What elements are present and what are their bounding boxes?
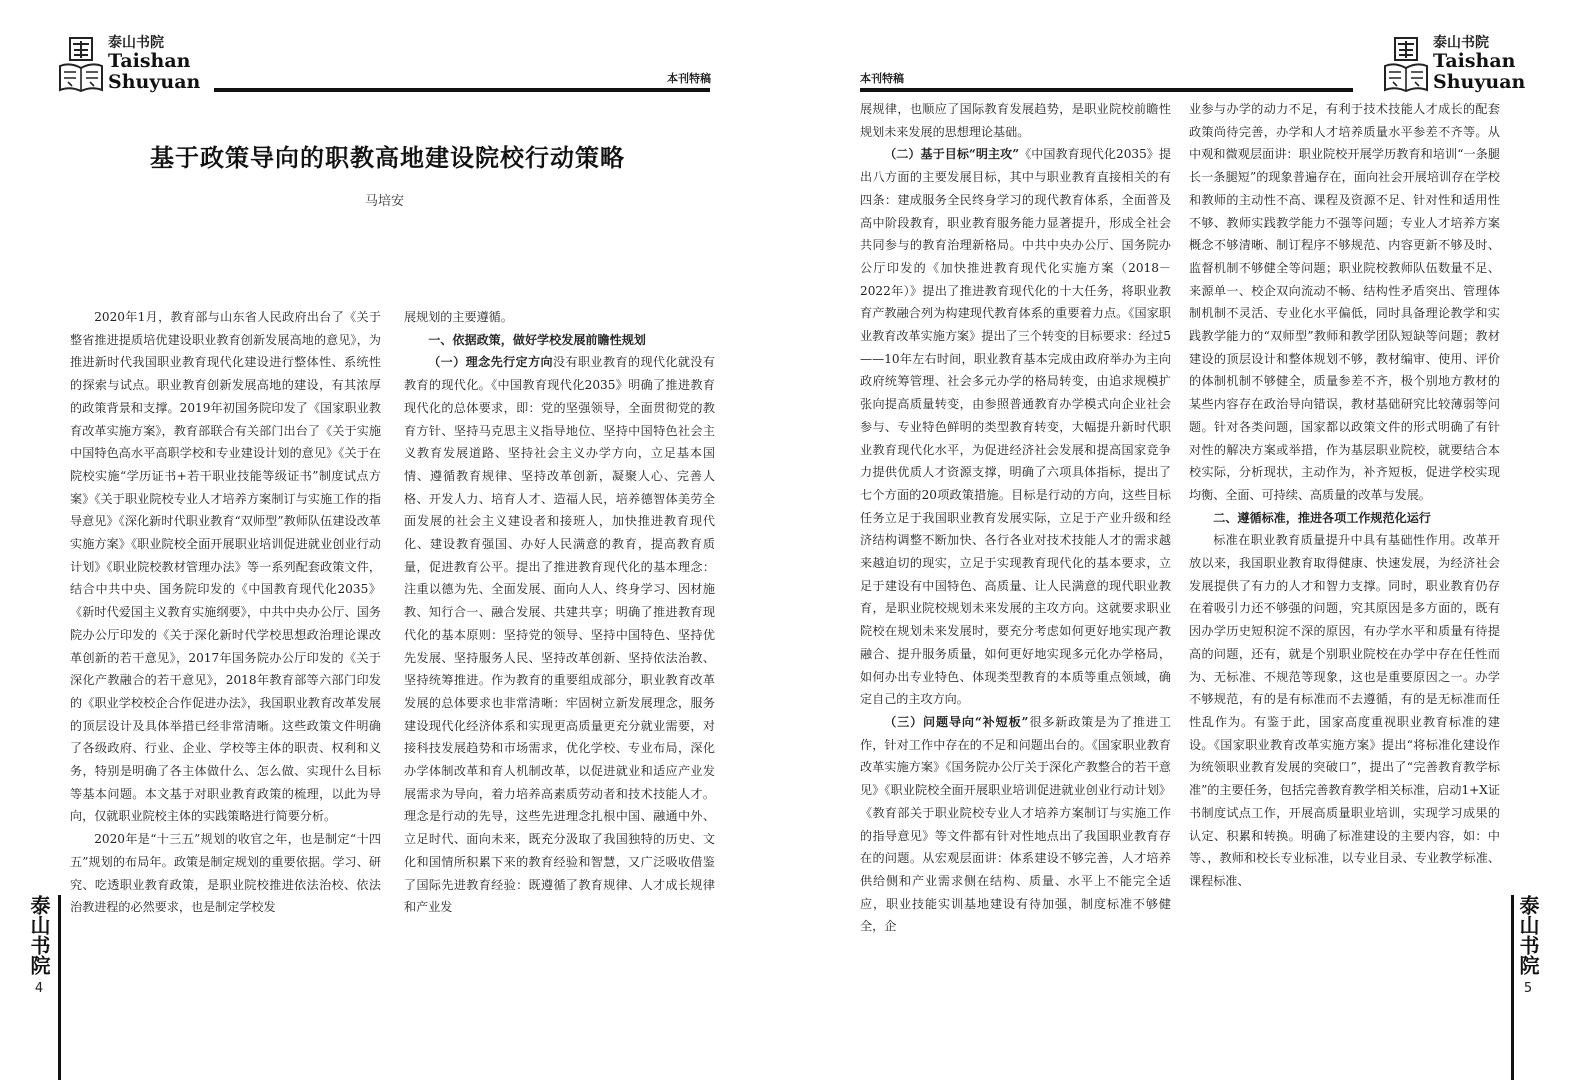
academy-seal-icon [58, 36, 104, 92]
section-heading: 二、遵循标准，推进各项工作规范化运行 [1213, 510, 1431, 525]
side-brand: 泰山书院 [27, 895, 51, 975]
header-rule [214, 88, 710, 92]
subsection-heading: （三）问题导向“补短板” [884, 714, 1029, 729]
column-tag: 本刊特稿 [860, 72, 904, 85]
paragraph: 展规律，也顺应了国际教育发展趋势，是职业院校前瞻性规划未来发展的思想理论基础。 [860, 102, 1171, 139]
brand-logo [1383, 32, 1533, 96]
side-brand: 泰山书院 [1516, 895, 1540, 975]
page-number: 4 [34, 981, 44, 996]
brand-name-en-line1: Taishan [108, 50, 191, 72]
text-column-2 [404, 306, 715, 966]
side-mark [22, 895, 56, 996]
paragraph [404, 351, 715, 919]
header-rule [860, 88, 1353, 92]
right-page [795, 0, 1589, 1080]
paragraph: 2020年是“十三五”规划的收官之年，也是制定“十四五”规划的布局年。政策是制定规划的重要依据。学习、研究、吃透职业教育政策，是职业院校推进依法治校、依法治教进程的必然要求，也是制定学校发 [70, 832, 381, 915]
paragraph: 业参与办学的动力不足，有利于技术技能人才成长的配套政策尚待完善，办学和人才培养质量水平参差不齐等。从中观和微观层面讲：职业院校开展学历教育和培训“一条腿长一条腿短”的现象普遍存在，面向社会开展培训存在学校和教师的主动性不高、课程及资源不足、针对性和适用性不够、教师实践教学能力不强等问题；专业人才培养方案概念不够清晰、制订程序不够规范、内容更新不够及时、监督机制不够健全等问题；职业院校教师队伍数量不足、来源单一、校企双向流动不畅、结构性矛盾突出、管理体制机制不灵活、专业化水平偏低，同时具备理论教学和实践教学能力的“双师型”教师和教学团队短缺等问题；教材建设的顶层设计和整体规划不够，教材编审、使用、评价的体制机制不够健全，质量参差不齐，极个别地方教材的某些内容存在政治导向错误，教材基础研究比较薄弱等问题。针对各类问题，国家都以政策文件的形式明确了有针对性的解决方案或举措，作为基层职业院校，就要结合本校实际，分析现状，主动作为，补齐短板，促进学校实现均衡、全面、可持续、高质量的改革与发展。 [1189, 102, 1500, 502]
paragraph: 2020年1月，教育部与山东省人民政府出台了《关于整省推进提质培优建设职业教育创新发展高地的意见》，为推进新时代我国职业教育现代化建设进行整体性、系统性的探索与试点。职业教育创新发展高地的建设，有其浓厚的政策背景和支撑。2019年初国务院印发了《国家职业教育改革实施方案》，教育部联合有关部门出台了《关于实施中国特色高水平高职学校和专业建设计划的意见》《关于在院校实施“学历证书+若干职业技能等级证书”制度试点方案》《关于职业院校专业人才培养方案制订与实施工作的指导意见》《深化新时代职业教育“双师型”教师队伍建设改革实施方案》《职业院校全面开展职业培训促进就业创业行动计划》《职业院校教材管理办法》等一系列配套政策文件，结合中共中央、国务院印发的《中国教育现代化2035》《新时代爱国主义教育实施纲要》，中共中央办公厅、国务院办公厅印发的《关于深化新时代学校思想政治理论课改革创新的若干意见》，2017年国务院办公厅印发的《关于深化产教融合的若干意见》，2018年教育部等六部门印发的《职业学校校企合作促进办法》，我国职业教育改革发展的顶层设计及具体举措已经非常清晰。这些政策文件明确了各级政府、行业、企业、学校等主体的职责、权利和义务，特别是明确了各主体做什么、怎么做、实现什么目标等基本问题。本文基于对职业教育政策的梳理，以此为导向，仅就职业院校主体的实践策略进行简要分析。 [70, 310, 381, 824]
article-author: 马培安 [365, 194, 405, 209]
brand-name-en [1433, 51, 1525, 93]
paragraph-text: 没有职业教育的现代化就没有教育的现代化。《中国教育现代化2035》明确了推进教育现代化的总体要求，即：党的坚强领导，全面贯彻党的教育方针、坚持马克思主义指导地位、坚持中国特色社会主义教育发展道路、坚持社会主义办学方向，立足基本国情、遵循教育规律、坚持改革创新，凝聚人心、完善人格、开发人力、培育人才、造福人民，培养德智体美劳全面发展的社会主义建设者和接班人，加快推进教育现代化、建设教育强国、办好人民满意的教育，提高教育质量，促进教育公平。提出了推进教育现代化的基本理念：注重以德为先、全面发展、面向人人、终身学习、因材施教、知行合一、融合发展、共建共享；明确了推进教育现代化的基本原则：坚持党的领导、坚持中国特色、坚持优先发展、坚持服务人民、坚持改革创新、坚持依法治教、坚持统筹推进。作为教育的重要组成部分，职业教育改革发展的总体要求也非常清晰：牢固树立新发展理念，服务建设现代化经济体系和实现更高质量更充分就业需要，对接科技发展趋势和市场需求，优化学校、专业布局，深化办学体制改革和育人机制改革，以促进就业和适应产业发展需求为导向，着力培养高素质劳动者和技术技能人才。理念是行动的先导，这些先进理念扎根中国、融通中外、立足时代、面向未来，既充分汲取了我国独特的历史、文化和国情所积累下来的教育经验和智慧，又广泛吸收借鉴了国际先进教育经验：既遵循了教育规律、人才成长规律和产业发 [404, 355, 715, 915]
column-tag: 本刊特稿 [667, 72, 711, 85]
brand-name-cn: 泰山书院 [108, 35, 164, 51]
brand-name-en-line2: Shuyuan [1433, 71, 1526, 93]
brand-name-en [108, 51, 200, 93]
subsection-heading: （二）基于目标“明主攻” [884, 147, 1020, 162]
paragraph: 标准在职业教育质量提升中具有基础性作用。改革开放以来，我国职业教育取得健康、快速发展，为经济社会发展提供了有力的人才和智力支撑。同时，职业教育仍存在着吸引力还不够强的问题，究其原因是多方面的，既有因办学历史短积淀不深的原因，有办学水平和质量有待提高的问题，还有，就是个别职业院校在办学中存在任性而为、无标准、不规范等现象，这也是重要原因之一。办学不够规范，有的是有标准而不去遵循，有的是无标准而任性乱作为。有鉴于此，国家高度重视职业教育标准的建设。《国家职业教育改革实施方案》提出“将标准化建设作为统领职业教育发展的突破口”，提出了“完善教育教学标准”的主要任务，包括完善教育教学相关标准，启动1+X证书制度试点工作，开展高质量职业培训，实现学习成果的认定、积累和转换。明确了标准建设的主要内容，如：中等、，教师和校长专业标准，以专业目录、专业教学标准、课程标准、 [1189, 533, 1500, 888]
side-bar [58, 895, 61, 1080]
subsection-heading: （一）理念先行定方向 [428, 355, 554, 370]
section-heading: 一、依据政策，做好学校发展前瞻性规划 [428, 332, 646, 347]
paragraph [860, 143, 1171, 711]
article-title: 基于政策导向的职教高地建设院校行动策略 [150, 143, 625, 172]
text-column-1 [70, 306, 381, 966]
brand-name-en-line1: Taishan [1433, 50, 1516, 72]
paragraph-text: 《中国教育现代化2035》提出八方面的主要发展目标，其中与职业教育直接相关的有四条：建成服务全民终身学习的现代教育体系，全面普及高中阶段教育，职业教育服务能力显著提升，形成全社会共同参与的教育治理新格局。中共中央办公厅、国务院办公厅印发的《加快推进教育现代化实施方案（2018－2022年）》提出了推进教育现代化的十大任务，将职业教育产教融合列为构建现代教育体系的重要着力点。《国家职业教育改革实施方案》提出了三个转变的目标要求：经过5——10年左右时间，职业教育基本完成由政府举办为主向政府统筹管理、社会多元办学的格局转变，由追求规模扩张向提高质量转变，由参照普通教育办学模式向企业社会参与、专业特色鲜明的类型教育转变，大幅提升新时代职业教育现代化水平，为促进经济社会发展和提高国家竞争力提供优质人才资源支撑，明确了六项具体指标，提出了七个方面的20项政策措施。目标是行动的方向，这些目标任务立足于我国职业教育发展实际，立足于产业升级和经济结构调整不断加快、各行各业对技术技能人才的需求越来越迫切的现实，立足于实现教育现代化的基本要求，立足于建设有中国特色、高质量、让人民满意的现代职业教育，是职业院校规划未来发展的主攻方向。这就要求职业院校在规划未来发展时，要充分考虑如何更好地实现产教融合、提升服务质量，如何更好地实现多元化办学格局，如何办出专业特色、体现类型教育的本质等重点领域，确定自己的主攻方向。 [860, 147, 1171, 707]
paragraph: 展规划的主要遵循。 [404, 310, 513, 324]
brand-name-cn: 泰山书院 [1433, 35, 1489, 51]
text-column-3 [860, 98, 1171, 1008]
page-number: 5 [1523, 981, 1533, 996]
academy-seal-icon [1383, 36, 1429, 92]
text-column-4 [1189, 98, 1500, 1008]
brand-logo [58, 32, 208, 96]
brand-name-en-line2: Shuyuan [108, 71, 201, 93]
left-page [0, 0, 794, 1080]
paragraph-text: 很多新政策是为了推进工作，针对工作中存在的不足和问题出台的。《国家职业教育改革实施方案》《国务院办公厅关于深化产教整合的若干意见》《职业院校全面开展职业培训促进就业创业行动计划》《教育部关于职业院校专业人才培养方案制订与实施工作的指导意见》等文件都有针对性地点出了我国职业教育存在的问题。从宏观层面讲：体系建设不够完善，人才培养供给侧和产业需求侧在结构、质量、水平上不能完全适应，职业技能实训基地建设有待加强，制度标准不够健全，企 [860, 714, 1171, 934]
paragraph [860, 711, 1171, 938]
side-mark [1511, 895, 1545, 996]
